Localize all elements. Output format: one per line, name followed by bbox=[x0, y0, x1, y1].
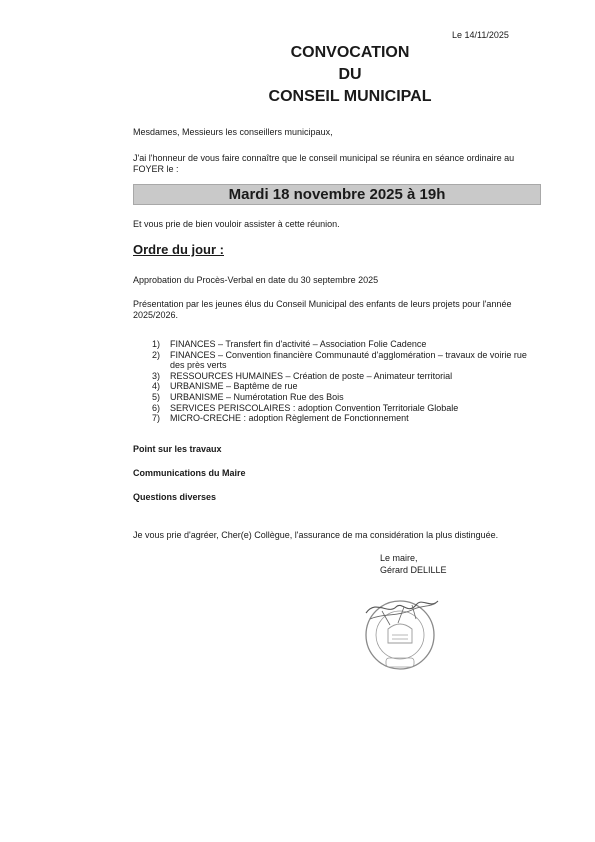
item-number: 4) bbox=[152, 381, 161, 392]
questions-heading: Questions diverses bbox=[133, 492, 217, 502]
agenda-list bbox=[152, 339, 542, 424]
item-number: 6) bbox=[152, 402, 161, 413]
item-text: URBANISME – Numérotation Rue des Bois bbox=[170, 391, 344, 402]
presentation-paragraph: Présentation par les jeunes élus du Conseil Municipal des enfants de leurs projets pour l'année 2025/2026. bbox=[133, 299, 512, 320]
item-number: 3) bbox=[152, 370, 161, 381]
document-title bbox=[0, 42, 595, 108]
title-line-3: CONSEIL MUNICIPAL bbox=[268, 88, 432, 105]
item-number: 5) bbox=[152, 391, 161, 402]
list-item bbox=[152, 381, 542, 392]
signature-role: Le maire, bbox=[380, 553, 418, 563]
salutation: Mesdames, Messieurs les conseillers municipaux, bbox=[133, 127, 333, 137]
item-number: 7) bbox=[152, 413, 161, 424]
list-item bbox=[152, 339, 542, 350]
intro-paragraph: J'ai l'honneur de vous faire connaître que le conseil municipal se réunira en séance ordinaire au FOYER le : bbox=[133, 153, 515, 174]
signature-name: Gérard DELILLE bbox=[380, 565, 447, 575]
item-text: RESSOURCES HUMAINES – Création de poste – Animateur territorial bbox=[170, 370, 453, 381]
list-item bbox=[152, 413, 542, 424]
item-number: 2) bbox=[152, 349, 161, 360]
title-line-1: CONVOCATION bbox=[290, 44, 410, 61]
list-item bbox=[152, 403, 542, 414]
document-date: Le 14/11/2025 bbox=[452, 30, 509, 40]
item-number: 1) bbox=[152, 339, 161, 349]
mayor-stamp-and-signature bbox=[352, 585, 452, 685]
item-text: FINANCES – Transfert fin d'activité – Association Folie Cadence bbox=[170, 339, 427, 349]
approval-line: Approbation du Procès-Verbal en date du 30 septembre 2025 bbox=[133, 275, 379, 285]
list-item bbox=[152, 371, 542, 382]
item-text: FINANCES – Convention financière Communauté d'agglomération – travaux de voirie rue des près verts bbox=[170, 349, 527, 371]
list-item bbox=[152, 350, 542, 371]
works-heading: Point sur les travaux bbox=[133, 444, 222, 454]
communications-heading: Communications du Maire bbox=[133, 468, 246, 478]
attendance-request: Et vous prie de bien vouloir assister à cette réunion. bbox=[133, 219, 340, 229]
item-text: MICRO-CRECHE : adoption Règlement de Fonctionnement bbox=[170, 413, 409, 424]
list-item bbox=[152, 392, 542, 403]
title-line-2: DU bbox=[338, 66, 362, 83]
agenda-heading: Ordre du jour : bbox=[133, 242, 224, 257]
meeting-date-banner: Mardi 18 novembre 2025 à 19h bbox=[133, 184, 541, 205]
closing-formula: Je vous prie d'agréer, Cher(e) Collègue, l'assurance de ma considération la plus distinguée. bbox=[133, 530, 499, 540]
item-text: SERVICES PERISCOLAIRES : adoption Convention Territoriale Globale bbox=[170, 402, 459, 413]
item-text: URBANISME – Baptême de rue bbox=[170, 381, 298, 392]
